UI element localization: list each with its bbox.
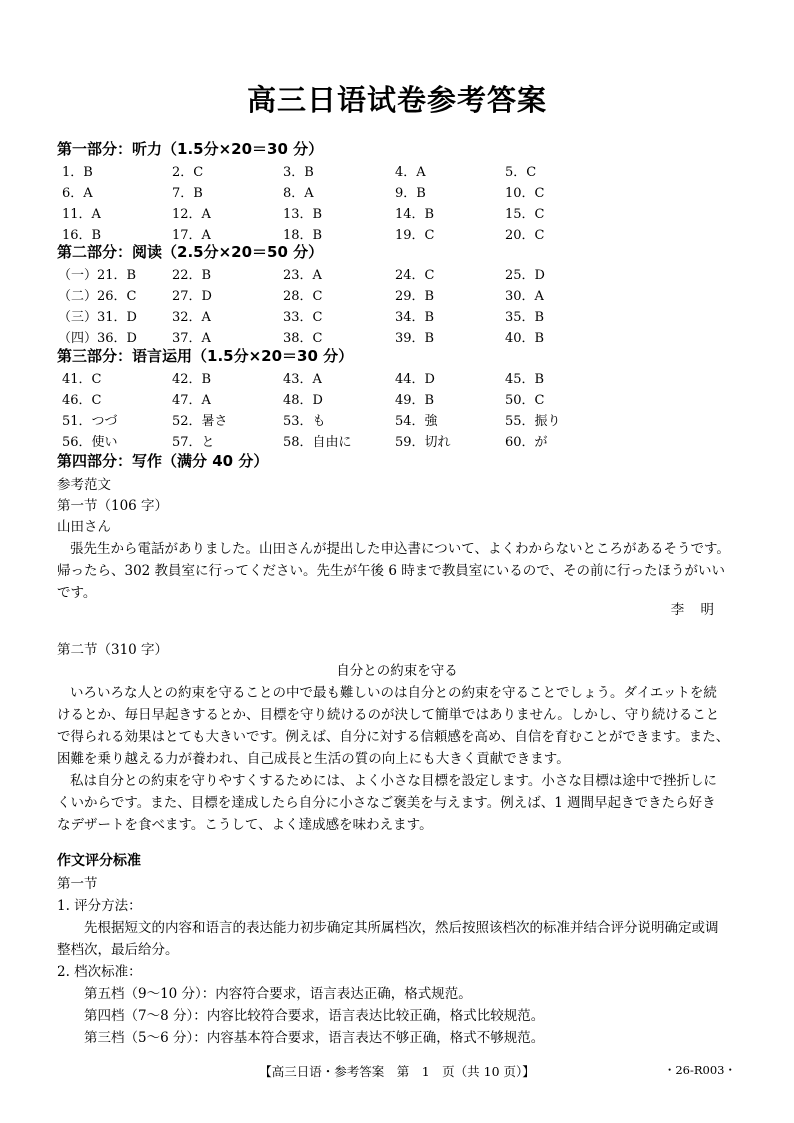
answer-item: 12．A [172, 207, 211, 222]
answer-item: 42．B [172, 372, 212, 387]
answer-item: 45．B [505, 372, 545, 387]
answer-item: 7．B [172, 186, 203, 201]
answer-item: （一）21．B [58, 268, 137, 283]
answer-item: 57．と [172, 435, 215, 450]
criteria-section1: 第一节 [57, 876, 98, 892]
essay-line: なデザートを食べます。こうして、よく達成感を味わえます。 [57, 817, 433, 833]
answer-item: 40．B [505, 331, 545, 346]
answer-item: 16．B [62, 228, 102, 243]
answer-item: 33．C [283, 310, 323, 325]
answer-item: 50．C [505, 393, 545, 408]
answer-item: 41．C [62, 372, 102, 387]
letter-line: 張先生から電話がありました。山田さんが提出した申込書について、よくわからないところがあるそうです。 [70, 541, 730, 557]
part4-heading: 第四部分：写作（满分 40 分） [57, 452, 269, 470]
answer-item: 53．も [283, 414, 326, 429]
answer-item: 8．A [283, 186, 314, 201]
answer-item: 23．A [283, 268, 322, 283]
essay-title: 自分との約束を守る [336, 663, 458, 679]
answer-item: 25．D [505, 268, 545, 283]
part2-heading: 第二部分：阅读（2.5分×20＝50 分） [57, 243, 324, 261]
answer-item: 28．C [283, 289, 323, 304]
letter-signature: 李 明 [670, 602, 720, 618]
essay-line: けるとか、毎日早起きするとか、目標を守り続けるのが決して簡単ではありません。しかし、守り続けること [57, 707, 720, 723]
answer-item: 59．切れ [395, 435, 451, 450]
answer-item: 10．C [505, 186, 545, 201]
answer-item: 11．A [62, 207, 101, 222]
level-item: 第五档（9～10 分）：内容符合要求，语言表达正确，格式规范。 [84, 986, 472, 1002]
answer-item: 51．つづ [62, 414, 118, 429]
criteria-heading: 作文评分标准 [57, 853, 141, 869]
answer-item: 3．B [283, 165, 314, 180]
answer-item: 55．振り [505, 414, 561, 429]
answer-item: （四）36．D [58, 331, 137, 346]
answer-item: 1．B [62, 165, 93, 180]
answer-item: 19．C [395, 228, 435, 243]
answer-item: 2．C [172, 165, 204, 180]
essay-line: で得られる効果はとても大きいです。例えば、自分に対する信頼感を高め、自信を育むことができます。また、 [57, 729, 730, 745]
answer-item: 35．B [505, 310, 545, 325]
answer-item: 13．B [283, 207, 323, 222]
answer-item: 60．が [505, 435, 548, 450]
essay-line: 私は自分との約束を守りやすくするためには、よく小さな目標を設定します。小さな目標は途中で挫折しに [70, 773, 717, 789]
method-label: 1. 评分方法： [57, 898, 142, 914]
answer-item: 20．C [505, 228, 545, 243]
answer-item: 49．B [395, 393, 435, 408]
answer-item: 6．A [62, 186, 93, 201]
answer-item: 22．B [172, 268, 212, 283]
part1-heading: 第一部分：听力（1.5分×20＝30 分） [57, 140, 324, 158]
answer-item: 56．使い [62, 435, 118, 450]
method-line: 先根据短文的内容和语言的表达能力初步确定其所属档次，然后按照该档次的标准并结合评分说明确定或调 [84, 920, 719, 936]
answer-item: 30．A [505, 289, 544, 304]
essay-line: 困難を乗り越える力が養われ、自己成長と生活の質の向上にも大きく貢献できます。 [57, 751, 570, 767]
page-footer: 【高三日语・参考答案 第 1 页（共 10 页）】 [259, 1064, 535, 1079]
page-title: 高三日语试卷参考答案 [246, 83, 547, 117]
letter-line: 帰ったら、302 教員室に行ってください。先生が午後 6 時まで教員室にいるので、その前に行ったほうがいい [57, 563, 725, 579]
answer-item: 38．C [283, 331, 323, 346]
answer-item: 18．B [283, 228, 323, 243]
section2-label: 第二节（310 字） [57, 642, 169, 658]
answer-item: 29．B [395, 289, 435, 304]
answer-item: 17．A [172, 228, 211, 243]
answer-item: （二）26．C [58, 289, 137, 304]
answer-item: 44．D [395, 372, 435, 387]
answer-item: 46．C [62, 393, 102, 408]
letter-line: です。 [57, 585, 97, 601]
answer-item: 5．C [505, 165, 537, 180]
answer-item: 43．A [283, 372, 322, 387]
answer-item: 15．C [505, 207, 545, 222]
level-item: 第三档（5～6 分）：内容基本符合要求，语言表达不够正确，格式不够规范。 [84, 1030, 545, 1046]
letter-addressee: 山田さん [57, 519, 111, 535]
answer-item: （三）31．D [58, 310, 137, 325]
answer-item: 4．A [395, 165, 426, 180]
answer-item: 37．A [172, 331, 211, 346]
answer-item: 58．自由に [283, 435, 352, 450]
answer-item: 54．強 [395, 414, 438, 429]
answer-item: 24．C [395, 268, 435, 283]
answer-item: 48．D [283, 393, 323, 408]
levels-label: 2. 档次标准： [57, 964, 142, 980]
sample-label: 参考范文 [57, 477, 111, 493]
answer-item: 52．暑さ [172, 414, 228, 429]
method-line: 整档次，最后给分。 [57, 942, 179, 958]
answer-item: 47．A [172, 393, 211, 408]
answer-item: 14．B [395, 207, 435, 222]
answer-item: 34．B [395, 310, 435, 325]
level-item: 第四档（7～8 分）：内容比较符合要求，语言表达比较正确，格式比较规范。 [84, 1008, 545, 1024]
document-code: ・26-R003・ [663, 1063, 736, 1077]
essay-line: いろいろな人との約束を守ることの中で最も難しいのは自分との約束を守ることでしょう。ダイエットを続 [70, 685, 717, 701]
answer-item: 9．B [395, 186, 426, 201]
answer-item: 27．D [172, 289, 212, 304]
part3-heading: 第三部分：语言运用（1.5分×20＝30 分） [57, 347, 354, 365]
answer-item: 39．B [395, 331, 435, 346]
section1-label: 第一节（106 字） [57, 498, 169, 514]
answer-item: 32．A [172, 310, 211, 325]
essay-line: くいからです。また、目標を達成したら自分に小さなご褒美を与えます。例えば、1 週間早起きできたら好き [57, 795, 716, 811]
